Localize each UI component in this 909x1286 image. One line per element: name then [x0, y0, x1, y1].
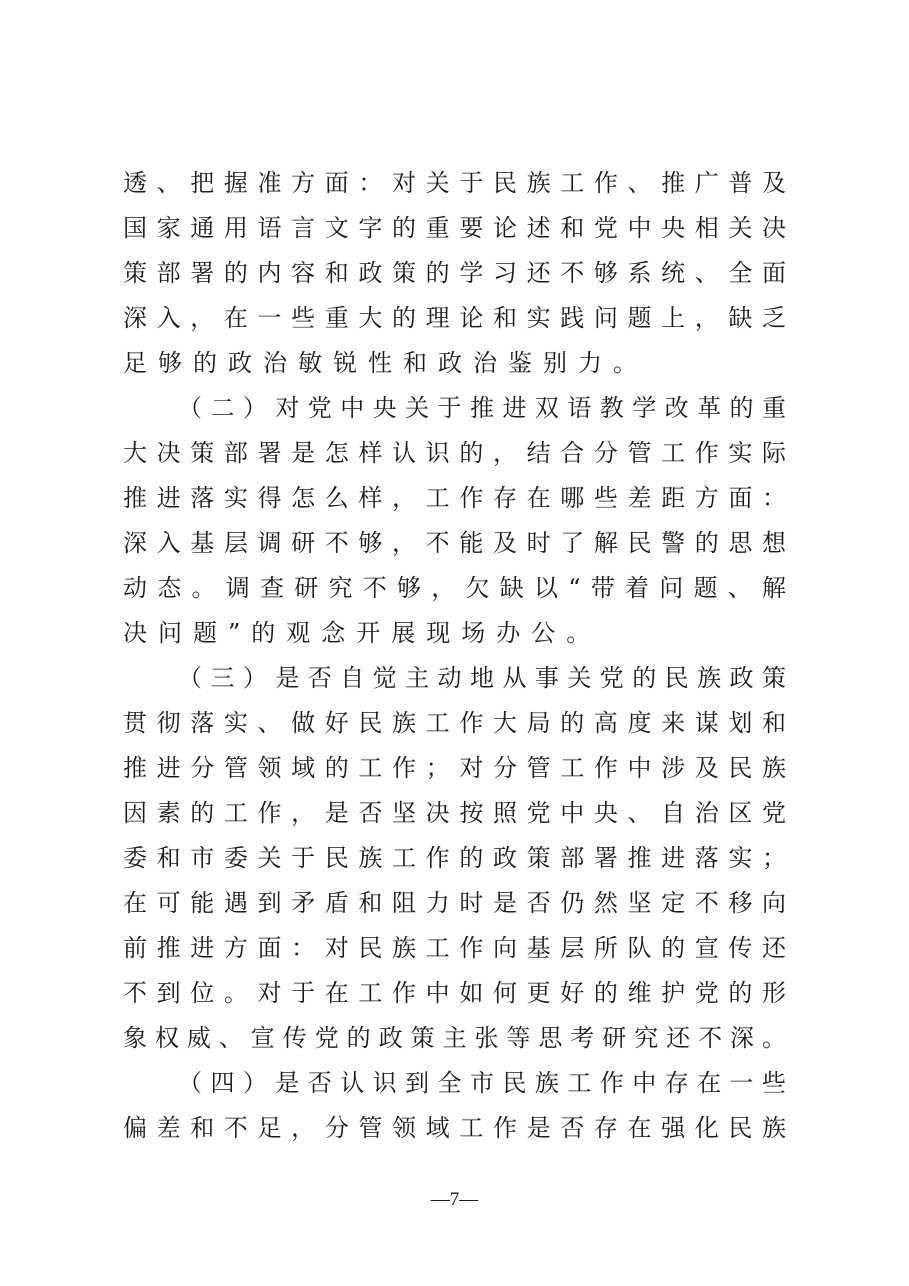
text-line: 策部署的内容和政策的学习还不够系统、全面 [123, 259, 786, 287]
page-number: —7— [430, 1189, 479, 1210]
text-line: 不到位。对于在工作中如何更好的维护党的形 [123, 979, 786, 1007]
text-line: 因素的工作，是否坚决按照党中央、自治区党 [123, 799, 786, 827]
text-line: 委和市委关于民族工作的政策部署推进落实； [123, 844, 786, 872]
text-line: 深入基层调研不够，不能及时了解民警的思想 [123, 529, 786, 557]
text-line: 足够的政治敏锐性和政治鉴别力。 [123, 349, 648, 377]
text-line: 前推进方面：对民族工作向基层所队的宣传还 [123, 934, 786, 962]
text-line: 深入，在一些重大的理论和实践问题上，缺乏 [123, 304, 786, 332]
text-line: 大决策部署是怎样认识的，结合分管工作实际 [123, 439, 786, 467]
text-line: 决问题”的观念开展现场办公。 [123, 619, 602, 647]
text-line: 透、把握准方面：对关于民族工作、推广普及 [123, 169, 786, 197]
text-line: 国家通用语言文字的重要论述和党中央相关决 [123, 214, 786, 242]
text-line: 偏差和不足，分管领域工作是否存在强化民族 [123, 1114, 786, 1142]
text-line: 推进分管领域的工作；对分管工作中涉及民族 [123, 754, 786, 782]
text-line: 在可能遇到矛盾和阻力时是否仍然坚定不移向 [123, 889, 786, 917]
text-line: 贯彻落实、做好民族工作大局的高度来谋划和 [123, 709, 786, 737]
paragraph-heading-4: （四）是否认识到全市民族工作中存在一些 [178, 1069, 786, 1097]
text-line: 推进落实得怎么样，工作存在哪些差距方面： [123, 484, 786, 512]
text-line: 象权威、宣传党的政策主张等思考研究还不深。 [123, 1024, 786, 1052]
paragraph-heading-3: （三）是否自觉主动地从事关党的民族政策 [178, 664, 786, 692]
paragraph-heading-2: （二）对党中央关于推进双语教学改革的重 [178, 394, 786, 422]
text-line: 动态。调查研究不够，欠缺以“带着问题、解 [123, 574, 786, 602]
